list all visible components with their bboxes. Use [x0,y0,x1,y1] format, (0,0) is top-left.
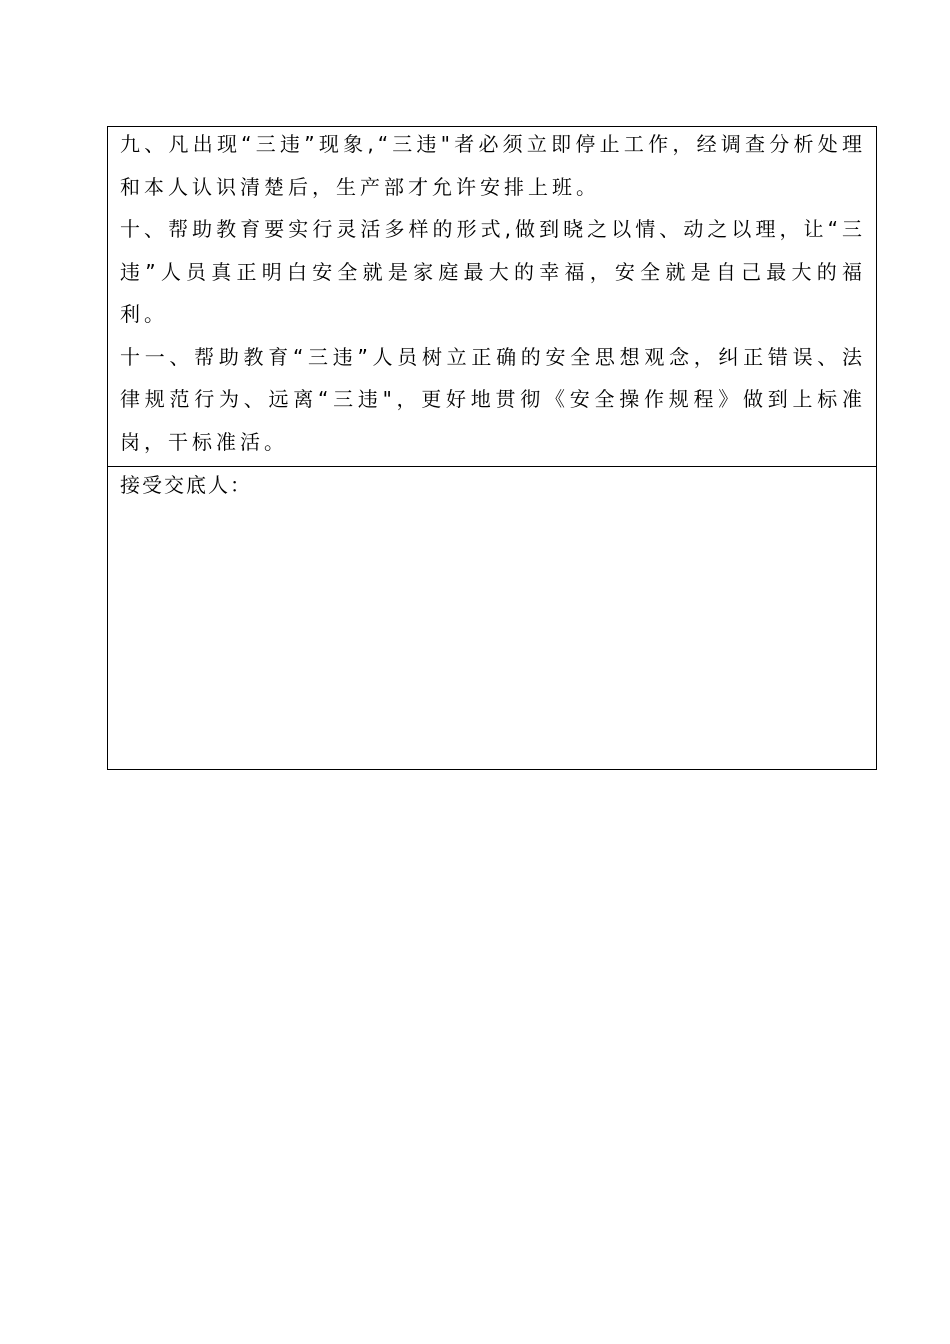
paragraph-ten: 十、帮助教育要实行灵活多样的形式,做到晓之以情、动之以理，让“三违”人员真正明白安全就是家庭最大的幸福，安全就是自己最大的福利。 [120,217,866,326]
paragraph-eleven: 十一、帮助教育“三违”人员树立正确的安全思想观念，纠正错误、法律规范行为、远离“三违"，更好地贯彻《安全操作规程》做到上标准岗，干标准活。 [120,344,866,454]
document-table [107,126,877,770]
signature-cell [108,467,877,770]
signature-row [108,467,877,770]
content-row [108,127,877,467]
signature-label: 接受交底人： [120,473,252,497]
paragraph-nine: 九、凡出现“三违”现象,“三违"者必须立即停止工作，经调查分析处理和本人认识清楚后，生产部才允许安排上班。 [120,132,866,199]
content-cell [108,127,877,467]
